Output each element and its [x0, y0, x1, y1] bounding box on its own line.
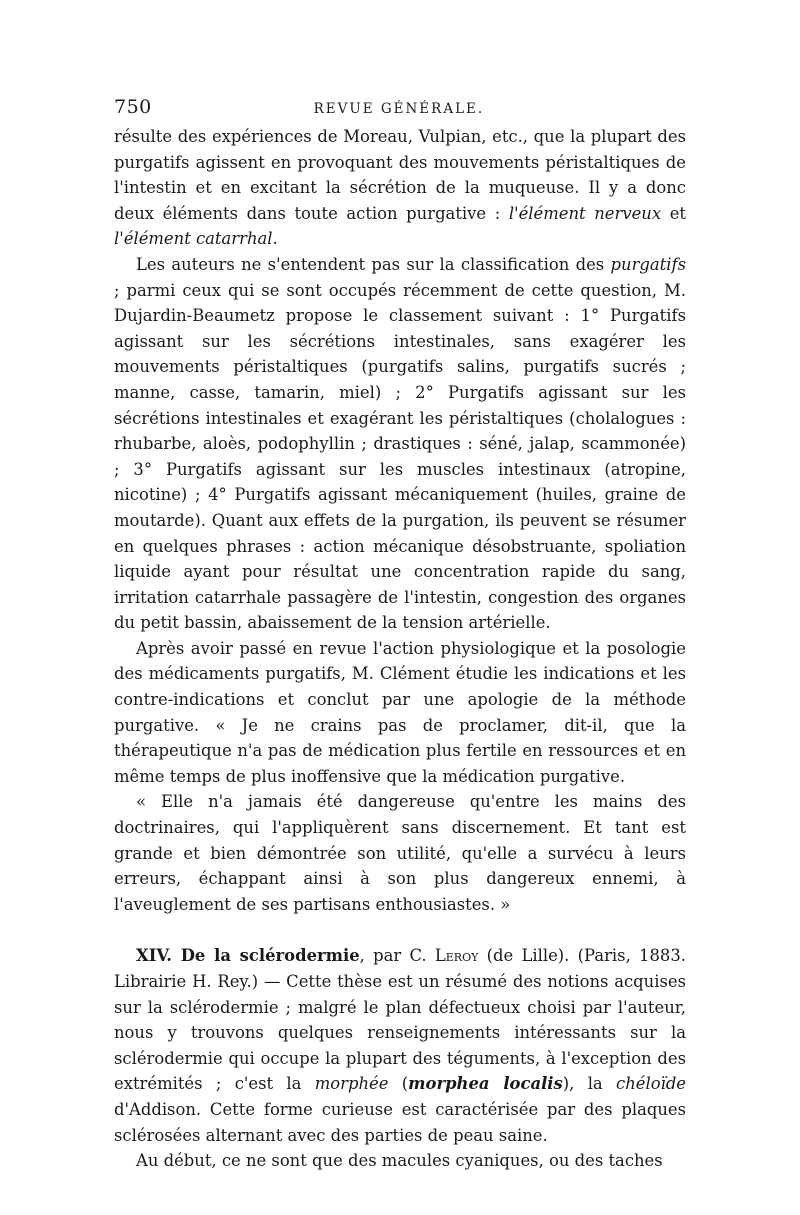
text-run: Les auteurs ne s'entendent pas sur la classification des	[136, 254, 611, 274]
text-run: résulte des expériences de Moreau, Vulpian, etc., que la plupart des purgatifs agissent en provoquant des mouvements péristaltiques de l'intestin et en excitant la sécrétion de la muqueuse. Il y a donc deux éléments dans toute action purgative :	[114, 127, 686, 223]
page-header	[114, 96, 686, 122]
italic-term: morphea localis	[408, 1074, 563, 1094]
text-run: ), la	[562, 1074, 617, 1094]
paragraph-debut: Au début, ce ne sont que des macules cyaniques, ou des taches	[136, 1151, 663, 1171]
italic-term: chéloïde	[616, 1074, 687, 1094]
paragraph-continuation	[114, 124, 686, 252]
section-xiv	[114, 943, 686, 1148]
text-run: d'Addison. Cette forme curieuse est caractérisée par des plaques sclérosées alternant avec des parties de peau saine.	[114, 1099, 686, 1145]
italic-term: l'élément catarrhal	[114, 229, 273, 249]
paragraph-classification	[114, 252, 686, 636]
running-head: REVUE GÉNÉRALE.	[313, 101, 485, 117]
section-gap	[114, 917, 686, 943]
text-run: et	[661, 203, 686, 223]
text-run: (de Lille). (Paris, 1883. Librairie H. Rey.) — Cette thèse est un résumé des notions acquises sur la sclérodermie ; malgré le plan défectueux choisi par l'auteur, nous y trouvons quelques renseignements intéressants sur la sclérodermie qui occupe la plupart des téguments, à l'exception des extrémités ; c'est la	[114, 946, 686, 1094]
author-name: Leroy	[434, 946, 479, 966]
text-run: (	[388, 1074, 409, 1094]
text-run: ; parmi ceux qui se sont occupés récemment de cette question, M. Dujardin-Beaumetz propose le classement suivant : 1° Purgatifs agissant sur les sécrétions intestinales, sans exagérer les mouvements péristaltiques (purgatifs salins, purgatifs sucrés ; manne, casse, tamarin, miel) ; 2° Purgatifs agissant sur les sécrétions intestinales et exagérant les péristaltiques (cholalogues : rhubarbe, aloès, podophyllin ; drastiques : séné, jalap, scammonée) ; 3° Purgatifs agissant sur les muscles intestinaux (atropine, nicotine) ; 4° Purgatifs agissant mécaniquement (huiles, graine de moutarde). Quant aux effets de la purgation, ils peuvent se résumer en quelques phrases : action mécanique désobstruante, spoliation liquide ayant pour résultat une concentration rapide du sang, irritation catarrhale passagère de l'intestin, congestion des organes du petit bassin, abaissement de la tension artérielle.	[114, 280, 686, 633]
italic-term: morphée	[314, 1074, 389, 1094]
body-text	[114, 124, 686, 1174]
paragraph-clement: Après avoir passé en revue l'action physiologique et la posologie des médicaments purgatifs, M. Clément étudie les indications et les contre-indications et conclut par une apologie de la méthode purgative. « Je ne crains pas de proclamer, dit-il, que la thérapeutique n'a pas de médication plus fertile en ressources et en même temps de plus inoffensive que la médication purgative.	[114, 638, 686, 786]
text-run: , par C.	[359, 946, 435, 966]
section-title: XIV. De la sclérodermie	[136, 946, 360, 966]
page	[114, 96, 686, 1174]
text-run: .	[272, 229, 278, 249]
italic-term: purgatifs	[610, 254, 686, 274]
page-number: 750	[114, 96, 152, 118]
paragraph-quotation: « Elle n'a jamais été dangereuse qu'entre les mains des doctrinaires, qui l'appliquèrent sans discernement. Et tant est grande et bien démontrée son utilité, qu'elle a survécu à leurs erreurs, échappant ainsi à son plus dangereux ennemi, à l'aveuglement de ses partisans enthousiastes. »	[114, 792, 686, 914]
italic-term: l'élément nerveux	[508, 203, 662, 223]
